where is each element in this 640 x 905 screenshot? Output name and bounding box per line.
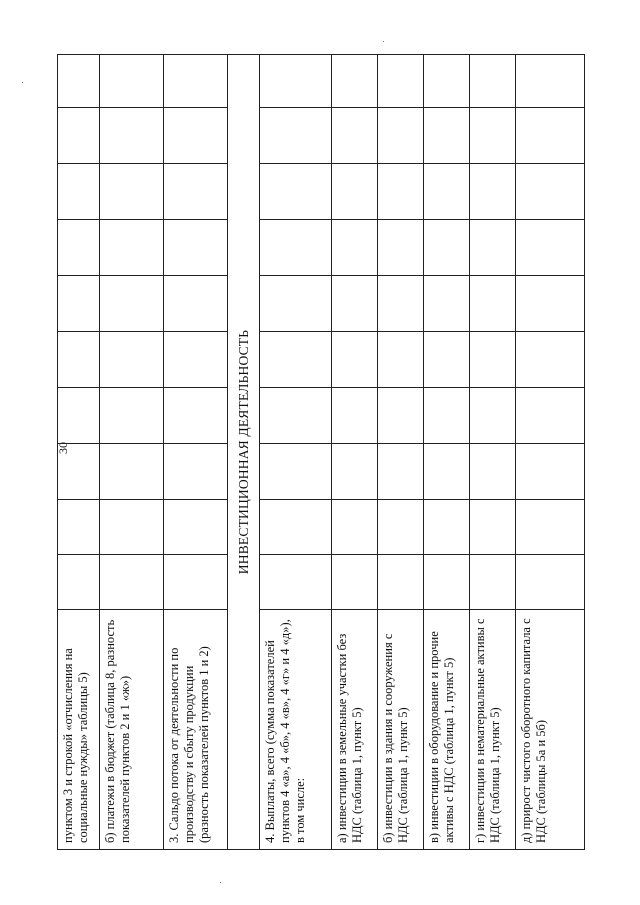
row-label: г) инвестиции в нематериальные активы с НДС (таблица 1, пункт 5) <box>470 610 516 850</box>
section-title: ИНВЕСТИЦИОННАЯ ДЕЯТЕЛЬНОСТЬ <box>228 55 260 850</box>
page-number: 30 <box>56 442 70 454</box>
table-row <box>378 55 424 850</box>
table-row <box>100 55 164 850</box>
row-label: 3. Сальдо потока от деятельности по производству и сбыту продукции (разность показателей пунктов 1 и 2) <box>164 610 228 850</box>
table-row <box>470 55 516 850</box>
row-label: в) инвестиции в оборудование и прочие активы с НДС (таблица 1, пункт 5) <box>424 610 470 850</box>
table-row <box>164 55 228 850</box>
scan-speck <box>22 82 23 83</box>
row-label: б) платежи в бюджет (таблица 8, разность показателей пунктов 2 и 1 «ж») <box>100 610 164 850</box>
table-row <box>260 55 332 850</box>
rotated-table-wrapper <box>57 55 584 850</box>
table-row <box>424 55 470 850</box>
row-label: 4. Выплаты, всего (сумма показателей пунктов 4 «а», 4 «б», 4 «в», 4 «г» и 4 «д»), в том числе: <box>260 610 332 850</box>
row-label: д) прирост чистого оборотного капитала с НДС (таблицы 5а и 5б) <box>516 610 585 850</box>
row-label: б) инвестиции в здания и сооружения с НДС (таблица 1, пункт 5) <box>378 610 424 850</box>
row-label: пунктом 3 и строкой «отчисления на социальные нужды» таблицы 5) <box>58 610 100 850</box>
row-label: а) инвестиции в земельные участки без НДС (таблица 1, пункт 5) <box>332 610 378 850</box>
scan-speck <box>220 882 221 883</box>
table-row <box>332 55 378 850</box>
scan-speck <box>383 41 384 42</box>
section-row <box>228 55 260 850</box>
table-row <box>58 55 100 850</box>
table-row <box>516 55 585 850</box>
cash-flow-table <box>57 54 585 850</box>
